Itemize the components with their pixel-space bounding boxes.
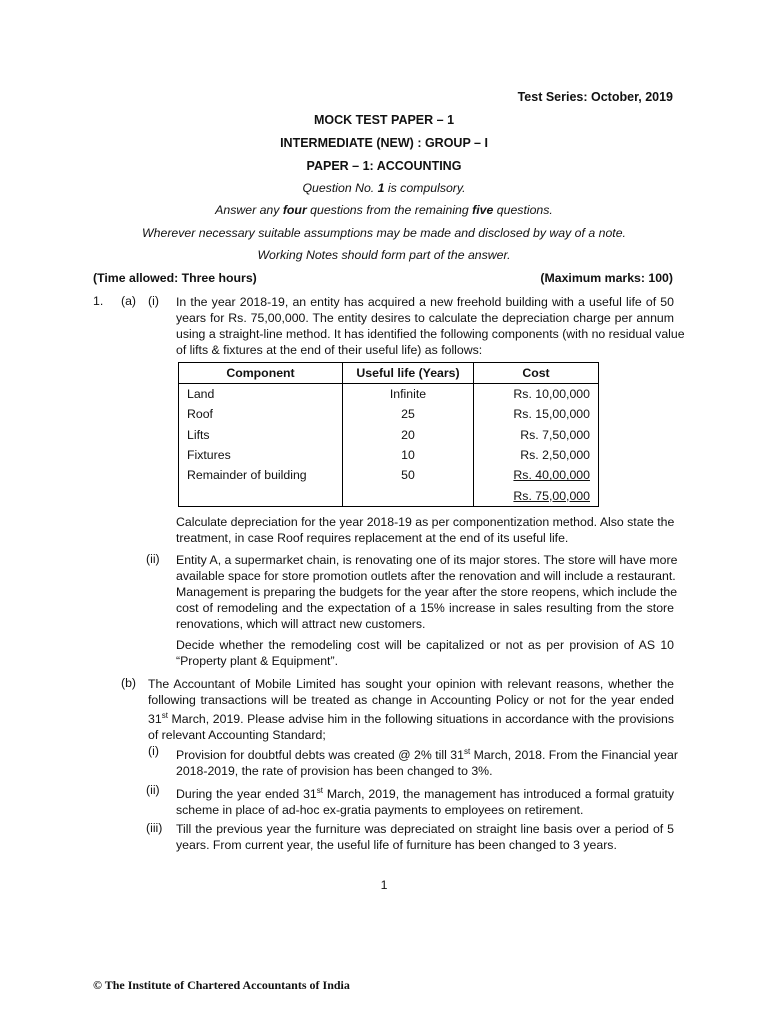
table-cell: Fixtures: [179, 445, 343, 465]
text-line: available space for store promotion outlets after the renovation and will include a restaurant.: [176, 569, 676, 583]
table-row: [179, 465, 599, 485]
text-run: March, 2019. Please advise him in the following situations in accordance with the provisions: [167, 712, 674, 727]
page-number: 1: [380, 878, 388, 892]
text-line: “Property plant & Equipment”.: [176, 654, 338, 668]
question-number: 1.: [93, 294, 104, 308]
table-row: [179, 404, 599, 424]
text-run: March, 2019, the management has introduced a formal gratuity: [323, 787, 674, 802]
table-cell: [474, 485, 599, 506]
sub-b-ii-label: (ii): [146, 783, 160, 797]
question-1b-iii-text: [176, 821, 674, 853]
instruction-working-notes: Working Notes should form part of the answer.: [257, 248, 511, 262]
table-cell: Roof: [179, 404, 343, 424]
question-1a-ii-decide: [176, 637, 674, 669]
paper-subject: PAPER – 1: ACCOUNTING: [306, 159, 462, 173]
question-1b-ii-text: [176, 783, 674, 818]
text-run: During the year ended 31: [176, 787, 317, 802]
table-cell: [474, 465, 599, 485]
footer-copyright: © The Institute of Chartered Accountants of India: [93, 978, 350, 992]
sub-b-iii-label: (iii): [146, 821, 163, 835]
sub-ii-label: (ii): [146, 552, 160, 566]
table-cell: [343, 485, 474, 506]
part-a-label: (a): [121, 294, 137, 308]
table-header-cell: Cost: [474, 363, 599, 384]
table-cell: 25: [343, 404, 474, 424]
part-b-label: (b): [121, 676, 137, 690]
table-row: [179, 445, 599, 465]
instruction-assumptions: Wherever necessary suitable assumptions may be made and disclosed by way of a note.: [142, 226, 626, 240]
text-line: In the year 2018-19, an entity has acquired a new freehold building with a useful life of 50: [176, 295, 674, 309]
question-1a-i-text: [176, 294, 685, 358]
text-run: 31: [148, 712, 162, 727]
text-run: Provision for doubtful debts was created @ 2% till 31: [176, 748, 464, 763]
question-1b-text: [148, 676, 674, 743]
text-line: Calculate depreciation for the year 2018-19 as per componentization method. Also state the: [176, 515, 675, 529]
text-line: Management is preparing the budgets for the year after the store reopens, which include the: [176, 585, 678, 599]
underlined-amount: Rs. 40,00,000: [513, 468, 590, 483]
superscript: st: [161, 711, 168, 720]
text-line: years for Rs. 75,00,000. The entity desires to calculate the depreciation charge per annum: [176, 311, 674, 325]
table-cell: Rs. 10,00,000: [474, 384, 599, 405]
text-line: scheme in place of ad-hoc ex-gratia payments to employees on retirement.: [176, 803, 584, 818]
superscript: st: [463, 747, 471, 756]
text-line: cost of remodeling and the expectation of a 15% increase in sales resulting from the store: [176, 601, 674, 615]
question-1b-i-text: [176, 744, 678, 779]
text-line: of relevant Accounting Standard;: [148, 728, 326, 743]
sub-i-label: (i): [148, 294, 159, 308]
components-table: [178, 362, 599, 507]
text-line: [148, 708, 674, 727]
paper-title: MOCK TEST PAPER – 1: [313, 113, 455, 127]
instruction-text: questions from the remaining: [306, 203, 473, 217]
table-row: [179, 425, 599, 445]
text-line: 2018-2019, the rate of provision has been changed to 3%.: [176, 764, 493, 779]
test-series-label: Test Series: October, 2019: [517, 90, 673, 104]
sub-b-i-label: (i): [148, 744, 159, 758]
text-line: following transactions will be treated as change in Accounting Policy or not for the year ended: [148, 693, 674, 707]
instruction-text: questions.: [493, 203, 553, 217]
instruction-text: is compulsory.: [384, 181, 466, 195]
instruction-bold: 1: [377, 181, 385, 195]
superscript: st: [316, 786, 323, 795]
table-cell: Rs. 15,00,000: [474, 404, 599, 424]
table-total-row: [179, 485, 599, 506]
text-line: Till the previous year the furniture was depreciated on straight line basis over a period of 5: [176, 822, 674, 836]
table-cell: Land: [179, 384, 343, 405]
text-line: of lifts & fixtures at the end of their useful life) as follows:: [176, 343, 483, 357]
text-line: years. From current year, the useful life of furniture has been changed to 3 years.: [176, 838, 617, 852]
instruction-answer-any: [0, 203, 768, 217]
table-cell: Rs. 7,50,000: [474, 425, 599, 445]
text-line: Entity A, a supermarket chain, is renovating one of its major stores. The store will have more: [176, 553, 678, 567]
text-line: [176, 744, 678, 763]
question-1a-ii-text: [176, 552, 678, 632]
table-cell: Rs. 2,50,000: [474, 445, 599, 465]
instruction-text: Answer any: [215, 203, 283, 217]
text-line: [176, 783, 674, 802]
instruction-text: Question No.: [302, 181, 378, 195]
text-line: renovations, which will attract new customers.: [176, 617, 426, 631]
group-heading: INTERMEDIATE (NEW) : GROUP – I: [280, 136, 488, 150]
table-header-row: [179, 363, 599, 384]
table-cell: [179, 485, 343, 506]
maximum-marks: (Maximum marks: 100): [540, 271, 673, 285]
table-cell: Remainder of building: [179, 465, 343, 485]
text-line: The Accountant of Mobile Limited has sought your opinion with relevant reasons, whether the: [148, 677, 674, 691]
table-header-cell: Useful life (Years): [343, 363, 474, 384]
question-1a-i-instruction: [176, 514, 674, 546]
table-cell: Infinite: [343, 384, 474, 405]
text-line: treatment, in case Roof requires replacement at the end of its useful life.: [176, 531, 569, 545]
table-header-cell: Component: [179, 363, 343, 384]
table-cell: 50: [343, 465, 474, 485]
instruction-bold: five: [472, 203, 494, 217]
table-cell: 10: [343, 445, 474, 465]
total-amount: Rs. 75,00,000: [513, 488, 590, 503]
text-line: using a straight-line method. It has identified the following components (with no residual value: [176, 327, 685, 341]
text-run: March, 2018. From the Financial year: [470, 748, 678, 763]
table-cell: 20: [343, 425, 474, 445]
text-line: Decide whether the remodeling cost will be capitalized or not as per provision of AS 10: [176, 638, 674, 652]
table-cell: Lifts: [179, 425, 343, 445]
instruction-compulsory: [0, 181, 768, 195]
table-row: [179, 384, 599, 405]
instruction-bold: four: [282, 203, 307, 217]
time-allowed: (Time allowed: Three hours): [93, 271, 257, 285]
